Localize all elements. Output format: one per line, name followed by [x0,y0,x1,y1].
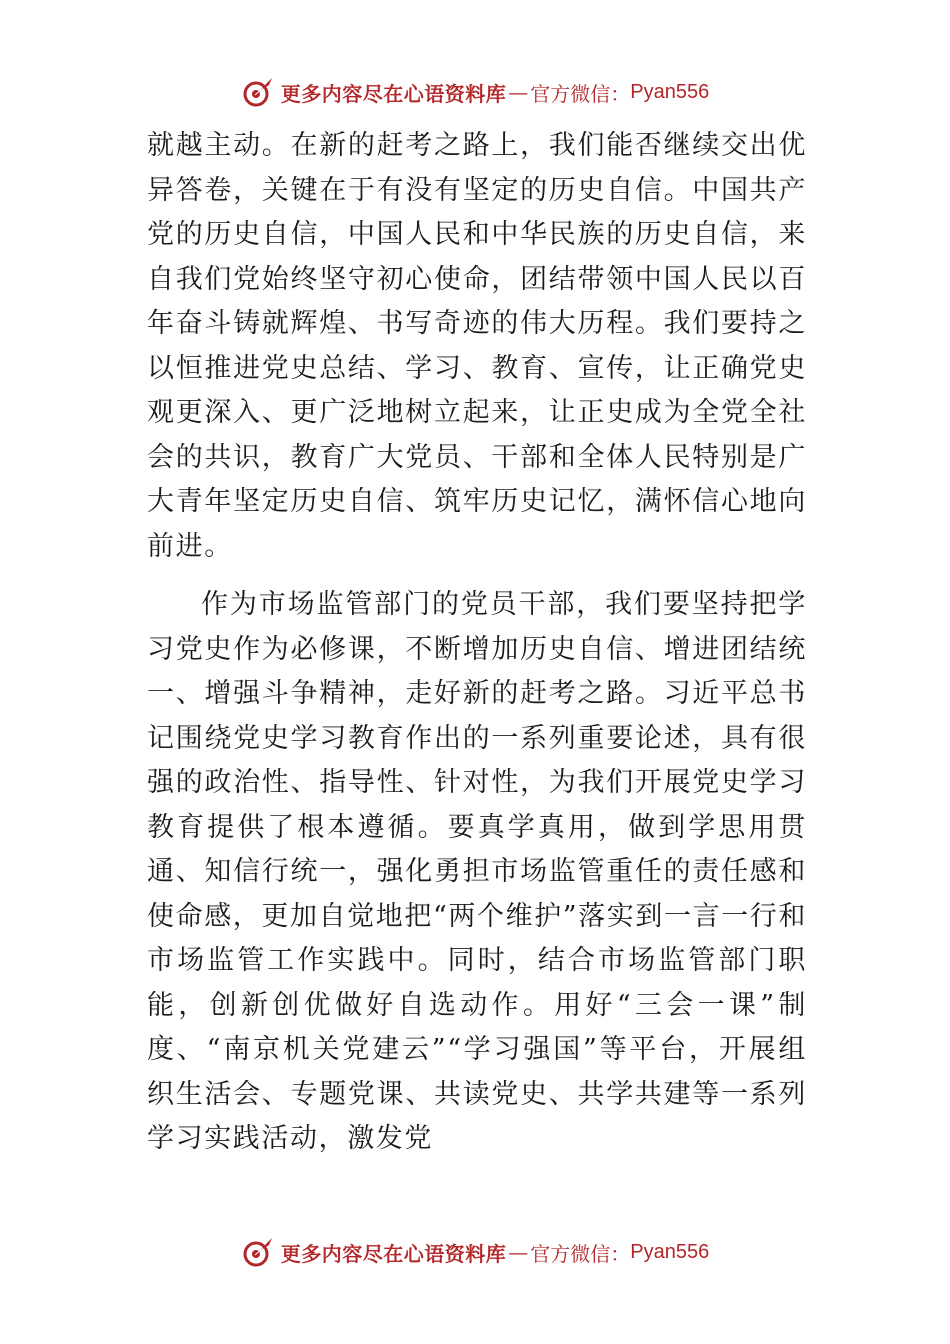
quill-pen-logo-icon [241,75,275,109]
footer-banner [0,1232,950,1272]
header-banner [0,72,950,112]
banner-wechat-id: Pyan556 [630,1240,710,1263]
banner-dash: — [508,1240,529,1264]
banner-wechat-label: 官方微信： [530,1241,631,1266]
banner-wechat-label: 官方微信： [530,81,631,106]
banner-wechat-id: Pyan556 [630,80,710,103]
banner-dash: — [508,80,529,104]
quill-pen-logo-icon [241,1235,275,1269]
banner-main-text: 更多内容尽在心语资料库 [280,81,507,106]
document-body [147,124,807,1162]
paragraph-2: 作为市场监管部门的党员干部，我们要坚持把学习党史作为必修课，不断增加历史自信、增进团结统一、增强斗争精神，走好新的赶考之路。习近平总书记围绕党史学习教育作出的一系列重要论述，具有很强的政治性、指导性、针对性，为我们开展党史学习教育提供了根本遵循。要真学真用，做到学思用贯通、知信行统一，强化勇担市场监管重任的责任感和使命感，更加自觉地把“两个维护”落实到一言一行和市场监管工作实践中。同时，结合市场监管部门职能，创新创优做好自选动作。用好“三会一课”制度、“南京机关党建云”“学习强国”等平台，开展组织生活会、专题党课、共读党史、共学共建等一系列学习实践活动，激发党 [147,589,808,1154]
banner-main-text: 更多内容尽在心语资料库 [280,1241,507,1266]
paragraph-1: 就越主动。在新的赶考之路上，我们能否继续交出优异答卷，关键在于有没有坚定的历史自信。中国共产党的历史自信，中国人民和中华民族的历史自信，来自我们党始终坚守初心使命，团结带领中国人民以百年奋斗铸就辉煌、书写奇迹的伟大历程。我们要持之以恒推进党史总结、学习、教育、宣传，让正确党史观更深入、更广泛地树立起来，让正史成为全党全社会的共识，教育广大党员、干部和全体人民特别是广大青年坚定历史自信、筑牢历史记忆，满怀信心地向前进。 [147,130,807,562]
